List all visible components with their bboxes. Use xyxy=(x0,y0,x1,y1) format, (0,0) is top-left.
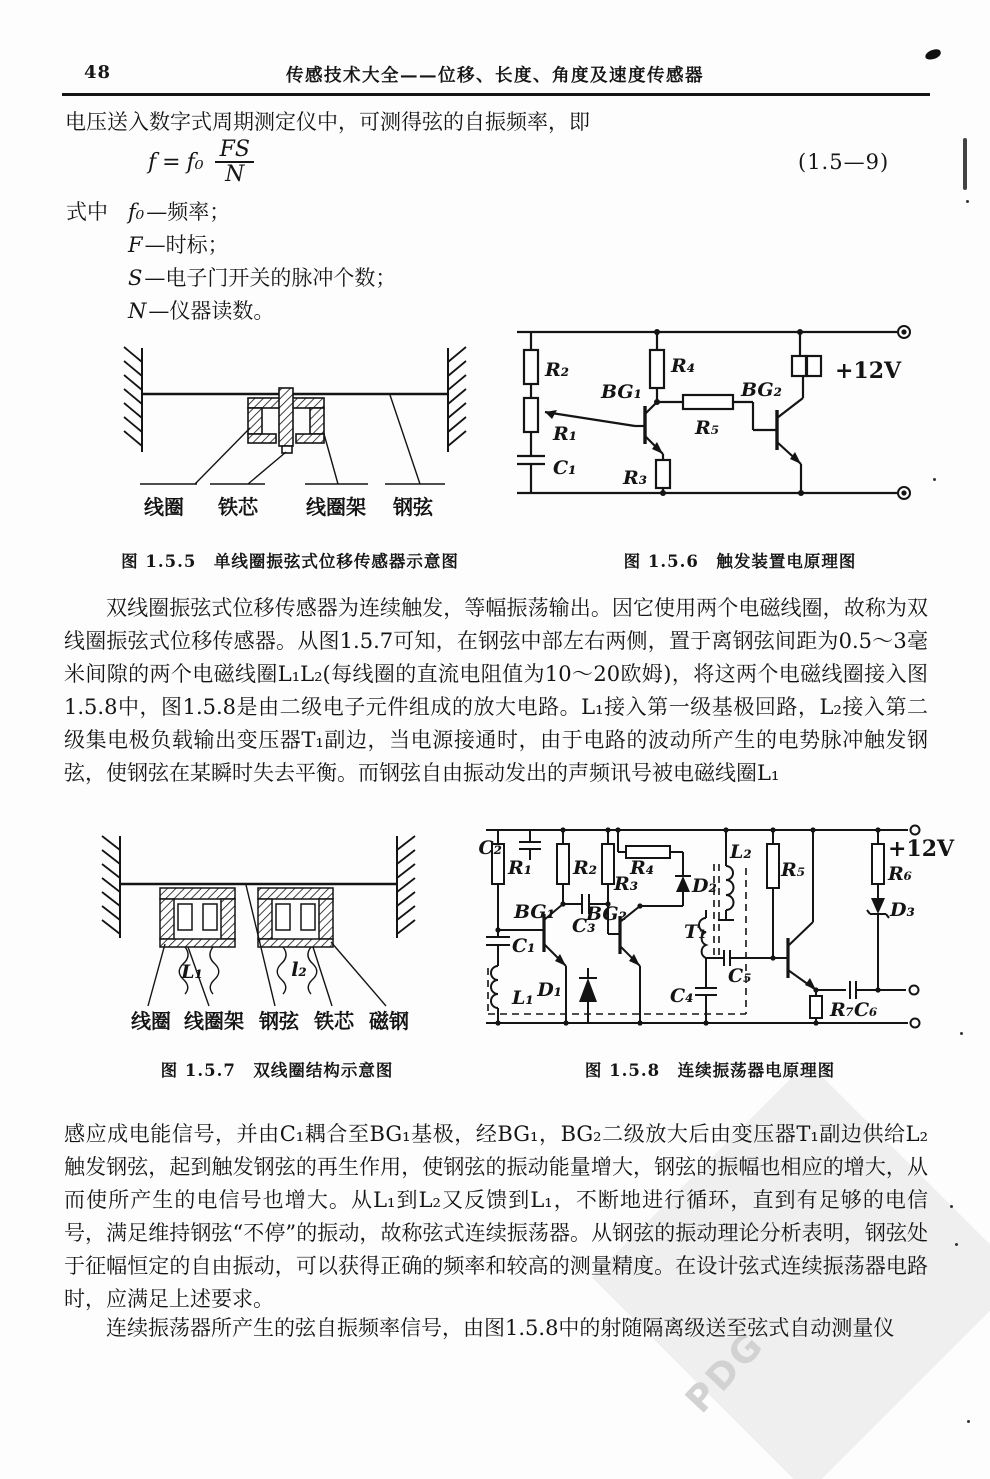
label-r6: R₆ xyxy=(888,863,913,885)
running-head-title: 传感技术大全——位移、长度、角度及速度传感器 xyxy=(286,66,704,86)
equation xyxy=(148,138,256,186)
scan-artifact-blob xyxy=(924,48,942,61)
label-coil-frame: 线圈架 xyxy=(184,1009,244,1033)
label-12v: +12V xyxy=(888,836,955,862)
page-number: 48 xyxy=(84,62,112,83)
fig-1-5-8-caption: 图 1.5.8 连续振荡器电原理图 xyxy=(584,1061,836,1080)
label-c3: C₃ xyxy=(572,915,596,937)
label-c5: C₅ xyxy=(728,965,752,987)
label-coil-l1: L₁ xyxy=(181,961,203,983)
definition-S: S—电子门开关的脉冲个数； xyxy=(128,266,397,290)
paragraph-feedback-loop: 感应成电能信号，并由C₁耦合至BG₁基极，经BG₁，BG₂二级放大后由变压器T₁副边供给L₂触发钢弦，起到触发钢弦的再生作用，使钢弦的振动能量增大，钢弦的振幅也相应的增大，从而使所产生的电信号也增大。从L₁到L₂又反馈到L₁，不断地进行循环，直到有足够的电信号，满足维持钢弦“不停”的振动，故称弦式连续振荡器。从钢弦的振动理论分析表明，钢弦处于征幅恒定的自由振动，可以获得正确的频率和较高的测量精度。在设计弦式连续振荡器电路时，应满足上述要求。 xyxy=(64,1122,928,1311)
fig-1-5-5-caption: 图 1.5.5 单线圈振弦式位移传感器示意图 xyxy=(121,552,459,571)
scan-artifact-speck xyxy=(955,1243,958,1246)
equation-number: (1.5—9) xyxy=(798,150,890,174)
scan-artifact-speck xyxy=(950,1205,953,1208)
label-r4: R₄ xyxy=(630,857,655,879)
label-coil: 线圈 xyxy=(131,1009,171,1033)
label-c1: C₁ xyxy=(553,457,577,479)
label-steel-string: 钢弦 xyxy=(259,1009,299,1033)
label-r1: R₁ xyxy=(508,857,533,879)
definition-f0: f₀—频率； xyxy=(128,200,231,224)
fig-1-5-6-caption: 图 1.5.6 触发装置电原理图 xyxy=(623,552,857,571)
paragraph-dual-coil-intro: 双线圈振弦式位移传感器为连续触发，等幅振荡输出。因它使用两个电磁线圈，故称为双线圈振弦式位移传感器。从图1.5.7可知，在钢弦中部左右两侧，置于离钢弦间距为0.5～3毫米间隙的两个电磁线圈L₁L₂(每线圈的直流电阻值为10～20欧姆)，将这两个电磁线圈接入图1.5.8中，图1.5.8是由二级电子元件组成的放大电路。L₁接入第一级基极回路，L₂接入第二级集电极负载输出变压器T₁副边，当电源接通时，由于电路的波动所产生的电势脉冲触发钢弦，使钢弦在某瞬时失去平衡。而钢弦自由振动发出的声频讯号被电磁线圈L₁ xyxy=(64,596,928,785)
equation-fraction xyxy=(214,138,256,186)
scan-artifact-speck xyxy=(960,1032,963,1035)
label-bg1: BG₁ xyxy=(514,901,555,923)
equation-lhs: f xyxy=(148,149,157,175)
label-r3: R₃ xyxy=(614,873,639,895)
scan-artifact-speck xyxy=(966,200,969,203)
label-12v: +12V xyxy=(835,358,902,384)
label-c4: C₄ xyxy=(670,985,694,1007)
label-r2: R₂ xyxy=(573,857,598,879)
label-r5: R₅ xyxy=(695,417,720,439)
fig-1-5-6-circuit xyxy=(505,318,935,533)
label-c1: C₁ xyxy=(512,935,536,957)
label-r2: R₂ xyxy=(545,359,570,381)
label-steel-string: 钢弦 xyxy=(393,495,433,519)
definition-N: N—仪器读数。 xyxy=(128,299,275,323)
label-iron-core: 铁芯 xyxy=(218,495,258,519)
label-c6: C₆ xyxy=(854,999,878,1021)
label-bg2: BG₂ xyxy=(586,903,627,925)
label-c2: C₂ xyxy=(478,837,502,859)
label-d3: D₃ xyxy=(890,899,915,921)
label-bg2: BG₂ xyxy=(741,379,782,401)
fig-1-5-7-caption: 图 1.5.7 双线圈结构示意图 xyxy=(160,1061,394,1080)
right-coil-assembly xyxy=(258,888,333,947)
label-r3: R₃ xyxy=(623,467,648,489)
fraction-numerator: FS xyxy=(219,137,250,162)
scan-artifact-speck xyxy=(933,478,936,481)
fig-1-5-5-diagram xyxy=(100,332,500,547)
label-bg1: BG₁ xyxy=(601,381,642,403)
arrows-and-nodes xyxy=(545,326,910,499)
label-l1: L₁ xyxy=(512,987,534,1009)
label-coil-l2: l₂ xyxy=(291,959,307,981)
fig-1-5-8-circuit xyxy=(478,818,955,1048)
label-r7: R₇ xyxy=(830,999,855,1021)
where-clause xyxy=(66,196,108,226)
label-t1: T₁ xyxy=(684,921,707,943)
watermark-label: PDG xyxy=(678,1323,773,1422)
left-coil-assembly xyxy=(160,888,235,947)
label-d1: D₁ xyxy=(537,979,562,1001)
label-d2: D₂ xyxy=(692,875,717,897)
coil-assembly xyxy=(248,388,324,453)
label-r4: R₄ xyxy=(671,355,696,377)
fig-1-5-7-diagram xyxy=(85,826,490,1051)
scan-artifact-speck xyxy=(967,1420,970,1423)
equation-equals: = xyxy=(162,149,181,175)
label-iron-core: 铁芯 xyxy=(314,1009,354,1033)
label-r1: R₁ xyxy=(553,423,578,445)
lead-sentence: 电压送入数字式周期测定仪中，可测得弦的自振频率，即 xyxy=(65,110,590,134)
equation-f0: f₀ xyxy=(186,149,204,175)
label-l2: L₂ xyxy=(730,841,752,863)
header-rule xyxy=(62,93,930,96)
where-label: 式中 xyxy=(66,200,108,224)
paragraph-output-signal: 连续振荡器所产生的弦自振频率信号，由图1.5.8中的射随隔离级送至弦式自动测量仪 xyxy=(106,1316,895,1340)
label-coil-frame: 线圈架 xyxy=(306,495,366,519)
definition-F: F—时标； xyxy=(128,233,229,257)
fraction-denominator: N xyxy=(215,161,254,186)
scan-artifact-smudge xyxy=(963,138,967,190)
label-r5: R₅ xyxy=(781,859,806,881)
label-magnet-steel: 磁钢 xyxy=(369,1009,409,1033)
label-coil: 线圈 xyxy=(144,495,184,519)
